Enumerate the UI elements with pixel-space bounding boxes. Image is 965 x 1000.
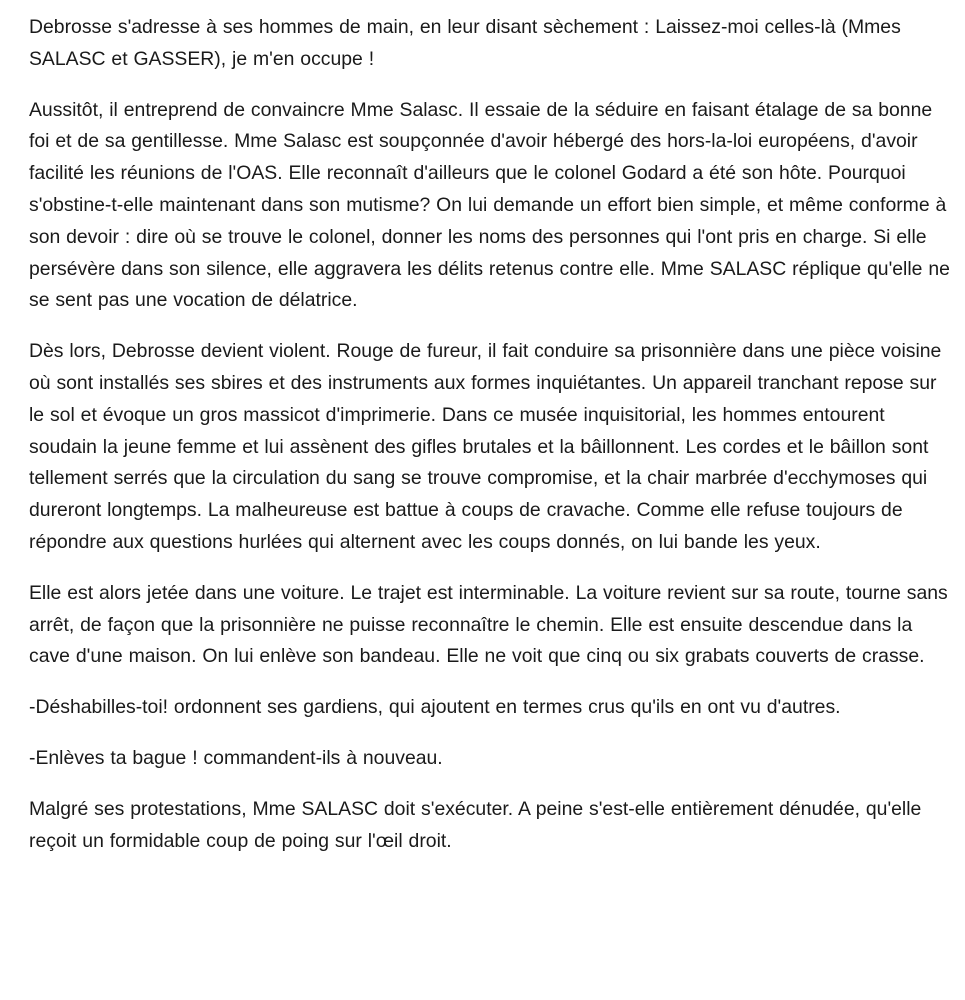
paragraph-2: Aussitôt, il entreprend de convaincre Mme Salasc. Il essaie de la séduire en faisant étalage de sa bonne foi et de sa gentillesse. Mme Salasc est soupçonnée d'avoir hébergé des hors-la-loi européens, d'avoir facilité les réunions de l'OAS. Elle reconnaît d'ailleurs que le colonel Godard a été son hôte. Pourquoi s'obstine-t-elle maintenant dans son mutisme? On lui demande un effort bien simple, et même conforme à son devoir : dire où se trouve le colonel, donner les noms des personnes qui l'ont pris en charge. Si elle persévère dans son silence, elle aggravera les délits retenus contre elle. Mme SALASC réplique qu'elle ne se sent pas une vocation de délatrice. bbox=[29, 98, 950, 312]
paragraph-4: Elle est alors jetée dans une voiture. Le trajet est interminable. La voiture revient sur sa route, tourne sans arrêt, de façon que la prisonnière ne puisse reconnaître le chemin. Elle est ensuite descendue dans la cave d'une maison. On lui enlève son bandeau. Elle ne voit que cinq ou six grabats couverts de crasse. bbox=[29, 581, 948, 668]
paragraph-1: Debrosse s'adresse à ses hommes de main, en leur disant sèchement : Laissez-moi celles-là (Mmes SALASC et GASSER), je m'en occupe ! bbox=[29, 16, 901, 70]
dialogue-line-2: -Enlèves ta bague ! commandent-ils à nouveau. bbox=[29, 746, 443, 769]
dialogue-line-1: -Déshabilles-toi! ordonnent ses gardiens, qui ajoutent en termes crus qu'ils en ont vu d'autres. bbox=[29, 696, 841, 719]
document-body bbox=[29, 12, 954, 876]
paragraph-3: Dès lors, Debrosse devient violent. Rouge de fureur, il fait conduire sa prisonnière dans une pièce voisine où sont installés ses sbires et des instruments aux formes inquiétantes. Un appareil tranchant repose sur le sol et évoque un gros massicot d'imprimerie. Dans ce musée inquisitorial, les hommes entourent soudain la jeune femme et lui assènent des gifles brutales et la bâillonnent. Les cordes et le bâillon sont tellement serrés que la circulation du sang se trouve compromise, et la chair marbrée d'ecchymoses qui dureront longtemps. La malheureuse est battue à coups de cravache. Comme elle refuse toujours de répondre aux questions hurlées qui alternent avec les coups donnés, on lui bande les yeux. bbox=[29, 340, 942, 553]
paragraph-5: Malgré ses protestations, Mme SALASC doit s'exécuter. A peine s'est-elle entièrement dénudée, qu'elle reçoit un formidable coup de poing sur l'œil droit. bbox=[29, 797, 922, 852]
